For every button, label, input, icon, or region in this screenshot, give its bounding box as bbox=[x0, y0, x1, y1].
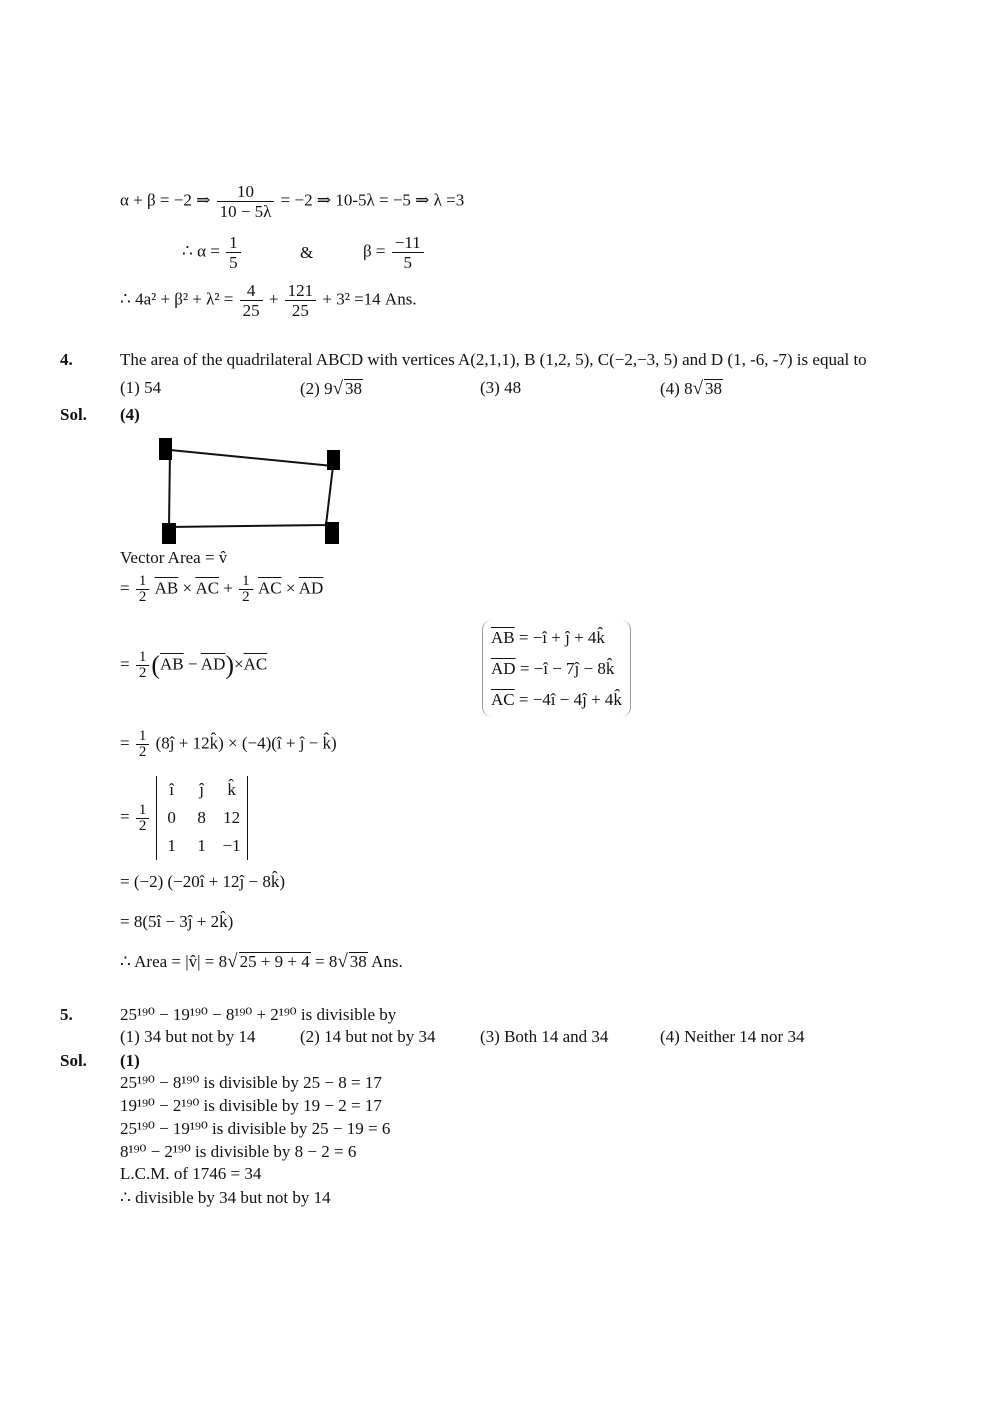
vector-ad: $\overline{AD}$ bbox=[200, 654, 226, 674]
frac-den: 5 bbox=[226, 252, 241, 272]
frac-num: 1 bbox=[138, 649, 147, 665]
prev-l1-b: = −2 ⇒ 10-5λ = −5 ⇒ λ =3 bbox=[280, 190, 465, 210]
option-4: (4) Neither 14 nor 34 bbox=[660, 1027, 805, 1046]
ans-label: Ans. bbox=[371, 952, 403, 971]
plus: + bbox=[223, 578, 233, 598]
option-2-prefix: (2) 9 bbox=[300, 379, 333, 398]
vector-ac: $\overline{AC}$ bbox=[491, 690, 515, 709]
box-row-ad bbox=[491, 653, 622, 684]
radicand-sum: 25 + 9 + 4 bbox=[239, 952, 310, 971]
vector-ac-value: = −4î − 4ĵ + 4k̂ bbox=[518, 690, 622, 709]
option-2: (2) 14 but not by 34 bbox=[300, 1027, 436, 1046]
solution-answer: (4) bbox=[120, 405, 140, 424]
beta-expr bbox=[363, 233, 426, 272]
step-1 bbox=[120, 574, 323, 605]
step-2: = $\frac{1}{2}$ $(\overline{AB} - \overline{AD})\times\overline{AC}$ bbox=[120, 649, 268, 681]
solution-answer: (1) bbox=[120, 1051, 140, 1070]
frac-den: 2 bbox=[136, 589, 150, 605]
prev-l1-a: α + β = −2 ⇒ bbox=[120, 190, 211, 210]
option-2-radicand: 38 bbox=[345, 379, 363, 398]
vertex-marker-c bbox=[325, 522, 339, 544]
solution-line: 25¹⁹⁰ − 8¹⁹⁰ is divisible by 25 − 8 = 17 bbox=[120, 1073, 382, 1092]
equals: = bbox=[120, 654, 130, 674]
prev-l3-b: + 3² =14 Ans. bbox=[322, 289, 417, 309]
vectors-box bbox=[482, 620, 631, 717]
step-3-expression: (8ĵ + 12k̂) × (−4)(î + ĵ − k̂) bbox=[155, 733, 337, 753]
frac-den: 2 bbox=[136, 744, 150, 760]
step-4 bbox=[120, 776, 248, 860]
option-4-radicand: 38 bbox=[705, 379, 723, 398]
alpha-label: ∴ α = bbox=[182, 241, 220, 261]
frac-num: 10 bbox=[236, 182, 254, 201]
solution-line: 25¹⁹⁰ − 19¹⁹⁰ is divisible by 25 − 19 = 6 bbox=[120, 1119, 391, 1138]
vector-ab: $\overline{AB}$ bbox=[491, 628, 515, 647]
frac-den: 10 − 5λ bbox=[217, 201, 275, 221]
vector-ac: $\overline{AC}$ bbox=[195, 578, 220, 598]
option-2: (2) 9√ 38 bbox=[300, 378, 363, 399]
frac-num: 1 bbox=[138, 573, 147, 589]
fraction-121-25 bbox=[285, 281, 317, 320]
option-4-prefix: (4) 8 bbox=[660, 379, 693, 398]
frac-den: 25 bbox=[240, 300, 263, 320]
equals: = bbox=[120, 806, 130, 826]
det-cell: −1 bbox=[222, 836, 241, 855]
vector-ad: $\overline{AD}$ bbox=[298, 578, 324, 598]
cross: × bbox=[285, 578, 296, 598]
fraction-10-over bbox=[217, 182, 275, 221]
solution-line: 19¹⁹⁰ − 2¹⁹⁰ is divisible by 19 − 2 = 17 bbox=[120, 1096, 382, 1115]
det-cell: î bbox=[169, 780, 174, 799]
question-text: 25¹⁹⁰ − 19¹⁹⁰ − 8¹⁹⁰ + 2¹⁹⁰ is divisible by bbox=[120, 1005, 397, 1024]
fraction-alpha bbox=[226, 233, 241, 272]
vector-area-label: Vector Area = v̂ bbox=[120, 548, 228, 567]
vector-ab: $\overline{AB}$ bbox=[154, 578, 179, 598]
frac-den: 2 bbox=[136, 665, 150, 681]
cross: × bbox=[182, 578, 193, 598]
determinant-matrix bbox=[156, 776, 248, 860]
frac-num: 121 bbox=[287, 281, 314, 300]
det-cell: 1 bbox=[167, 836, 176, 855]
box-row-ac bbox=[491, 684, 622, 715]
vertex-marker-b bbox=[327, 450, 340, 470]
prev-line-3 bbox=[120, 281, 417, 320]
frac-num: 1 bbox=[138, 728, 147, 744]
solution-label: Sol. bbox=[60, 405, 87, 424]
vertex-marker-a bbox=[159, 438, 172, 460]
half-fraction bbox=[136, 729, 150, 760]
step-7: ∴ Area = |v̂| = 8√ 25 + 9 + 4 = 8√ 38 Ans. bbox=[120, 951, 403, 972]
prev-l3-a: ∴ 4a² + β² + λ² = bbox=[120, 289, 234, 309]
frac-num: 1 bbox=[229, 233, 238, 252]
vector-ab-value: = −î + ĵ + 4k̂ bbox=[518, 628, 605, 647]
solution-line: ∴ divisible by 34 but not by 14 bbox=[120, 1188, 331, 1207]
minus: − bbox=[187, 654, 198, 674]
frac-den: 25 bbox=[285, 300, 317, 320]
det-cell: 0 bbox=[167, 808, 176, 827]
ampersand: & bbox=[300, 243, 314, 262]
vector-ad-value: = −î − 7ĵ − 8k̂ bbox=[519, 659, 615, 678]
det-cell: ĵ bbox=[199, 780, 204, 799]
box-row-ab bbox=[491, 622, 622, 653]
option-4: (4) 8√ 38 bbox=[660, 378, 723, 399]
solution-line: L.C.M. of 1746 = 34 bbox=[120, 1164, 262, 1183]
option-3: (3) 48 bbox=[480, 378, 522, 397]
quadrilateral-shape bbox=[169, 450, 333, 527]
det-cell: 12 bbox=[223, 808, 241, 827]
frac-den: 5 bbox=[392, 252, 424, 272]
prev-line-2 bbox=[182, 233, 243, 272]
frac-num: 1 bbox=[138, 801, 147, 818]
vector-ab: $\overline{AB}$ bbox=[160, 654, 184, 674]
frac-den: 2 bbox=[239, 589, 253, 605]
step-3 bbox=[120, 729, 337, 760]
equals: = bbox=[120, 578, 130, 598]
question-text: The area of the quadrilateral ABCD with vertices A(2,1,1), B (1,2, 5), C(−2,−3, 5) and D (1, -6, -7) is equal to bbox=[120, 350, 867, 369]
prev-line-1 bbox=[120, 182, 464, 221]
frac-num: 4 bbox=[246, 281, 256, 300]
solution-line: 8¹⁹⁰ − 2¹⁹⁰ is divisible by 8 − 2 = 6 bbox=[120, 1142, 357, 1161]
equals: = bbox=[120, 733, 130, 753]
solution-label: Sol. bbox=[60, 1051, 87, 1070]
frac-num: 1 bbox=[242, 573, 250, 589]
quadrilateral-diagram bbox=[150, 432, 350, 548]
det-cell: 1 bbox=[197, 836, 206, 855]
step-6: = 8(5î − 3ĵ + 2k̂) bbox=[120, 912, 234, 931]
frac-den: 2 bbox=[136, 818, 150, 834]
step-5: = (−2) (−20î + 12ĵ − 8k̂) bbox=[120, 872, 286, 891]
area-mid: = 8 bbox=[315, 952, 338, 971]
fraction-beta bbox=[392, 233, 424, 272]
option-1: (1) 34 but not by 14 bbox=[120, 1027, 256, 1046]
beta-label: β = bbox=[363, 241, 386, 261]
half-fraction bbox=[136, 650, 150, 681]
fraction-4-25 bbox=[240, 281, 263, 320]
half-fraction bbox=[239, 574, 253, 605]
frac-num: −11 bbox=[394, 233, 421, 252]
radicand-38: 38 bbox=[349, 952, 367, 971]
vertex-marker-d bbox=[162, 523, 176, 544]
det-cell: k̂ bbox=[227, 780, 236, 799]
option-3: (3) Both 14 and 34 bbox=[480, 1027, 609, 1046]
det-cell: 8 bbox=[197, 808, 206, 827]
vector-ad: $\overline{AD}$ bbox=[491, 659, 516, 678]
vector-ac: $\overline{AC}$ bbox=[257, 578, 282, 598]
question-number: 4. bbox=[60, 350, 73, 369]
plus: + bbox=[268, 289, 279, 309]
half-fraction bbox=[136, 803, 150, 834]
cross: × bbox=[234, 654, 244, 674]
half-fraction bbox=[136, 574, 150, 605]
vector-ac: $\overline{AC}$ bbox=[243, 654, 268, 674]
option-1: (1) 54 bbox=[120, 378, 162, 397]
question-number: 5. bbox=[60, 1005, 73, 1024]
area-prefix: ∴ Area = |v̂| = 8 bbox=[120, 952, 228, 971]
